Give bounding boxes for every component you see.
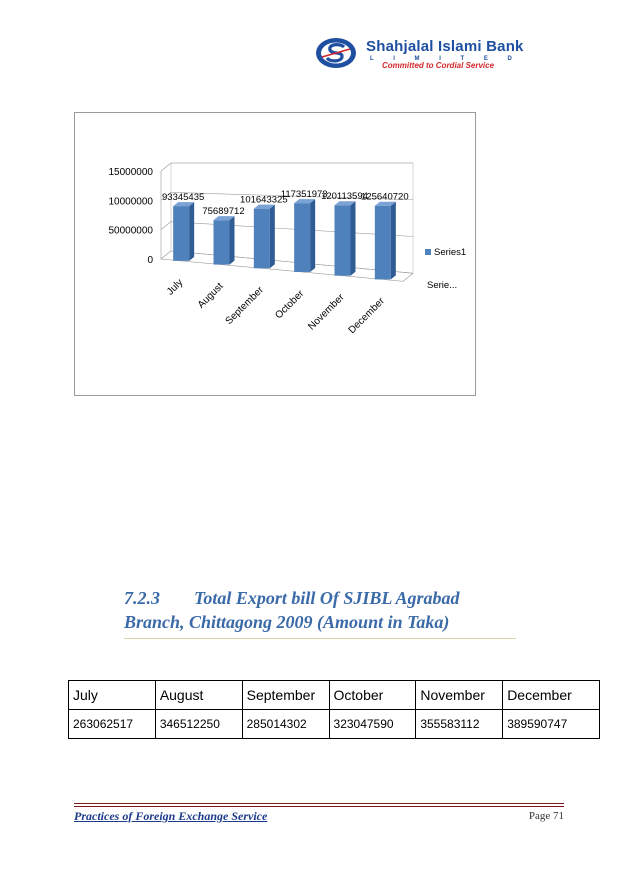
data-label: 117351973 [280, 189, 328, 201]
table-cell: 389590747 [503, 710, 600, 739]
table-cell: 263062517 [69, 710, 156, 739]
section-title-line2: Branch, Chittagong 2009 (Amount in Taka) [124, 612, 450, 632]
y-tick-label: 50000000 [108, 225, 153, 237]
bar-side [310, 199, 315, 272]
table-header-row [69, 681, 600, 710]
y-tick-label: 0 [147, 255, 153, 266]
x-tick-label: September [223, 284, 266, 327]
table-header-cell: November [416, 681, 503, 710]
bank-name: Shahjalal Islami Bank [366, 38, 524, 55]
legend-swatch [425, 249, 431, 255]
table-row [69, 710, 600, 739]
bar-chart [75, 113, 477, 397]
footer-rule-top [74, 803, 564, 804]
table-cell: 355583112 [416, 710, 503, 739]
export-chart [74, 112, 476, 396]
x-tick-label: August [195, 280, 226, 311]
bank-tagline: Committed to Cordial Service [382, 61, 495, 70]
bar-front [375, 206, 391, 280]
section-number: 7.2.3 [124, 588, 160, 608]
bar-side [230, 216, 235, 264]
table-cell: 323047590 [329, 710, 416, 739]
gridline-diag [161, 163, 171, 171]
data-label: 93345435 [162, 192, 205, 204]
data-label: 101643325 [240, 194, 288, 206]
section-title-line1: Total Export bill Of SJIBL Agrabad [194, 588, 460, 608]
bar-side [270, 205, 275, 269]
bar-front [335, 205, 351, 275]
export-table [68, 680, 600, 739]
table-header-cell: August [155, 681, 242, 710]
x-tick-label: December [346, 295, 387, 337]
y-tick-label: 10000000 [108, 196, 153, 208]
table-header-cell: October [329, 681, 416, 710]
data-label: 120113594 [321, 191, 368, 203]
table-header-cell: July [69, 681, 156, 710]
table-cell: 285014302 [242, 710, 329, 739]
bar-front [294, 203, 310, 272]
data-label: 125640720 [361, 191, 409, 203]
x-tick-label: July [164, 277, 186, 298]
gridline-diag [161, 222, 171, 230]
legend-label: Serie... [427, 280, 458, 291]
table-cell: 346512250 [155, 710, 242, 739]
section-heading [124, 586, 516, 639]
page-number: Page 71 [528, 810, 564, 822]
y-tick-label: 15000000 [108, 167, 153, 178]
footer-title: Practices of Foreign Exchange Service [74, 809, 268, 823]
x-tick-label: November [306, 292, 347, 333]
legend-label: Series1 [434, 247, 467, 258]
bar-side [351, 201, 356, 275]
bar-side [391, 202, 396, 280]
bank-emblem-icon [314, 36, 358, 70]
bar-front [254, 209, 270, 269]
x-tick-label: October [273, 288, 307, 322]
table-header-cell: December [503, 681, 600, 710]
bar-front [173, 206, 189, 261]
table-header-cell: September [242, 681, 329, 710]
bar-side [189, 202, 194, 261]
bank-logo [314, 36, 559, 72]
data-label: 75689712 [202, 206, 245, 218]
bar-front [214, 220, 230, 264]
bank-name-limited: L I M I T E D [370, 56, 521, 62]
footer-rule-bottom [74, 806, 564, 807]
